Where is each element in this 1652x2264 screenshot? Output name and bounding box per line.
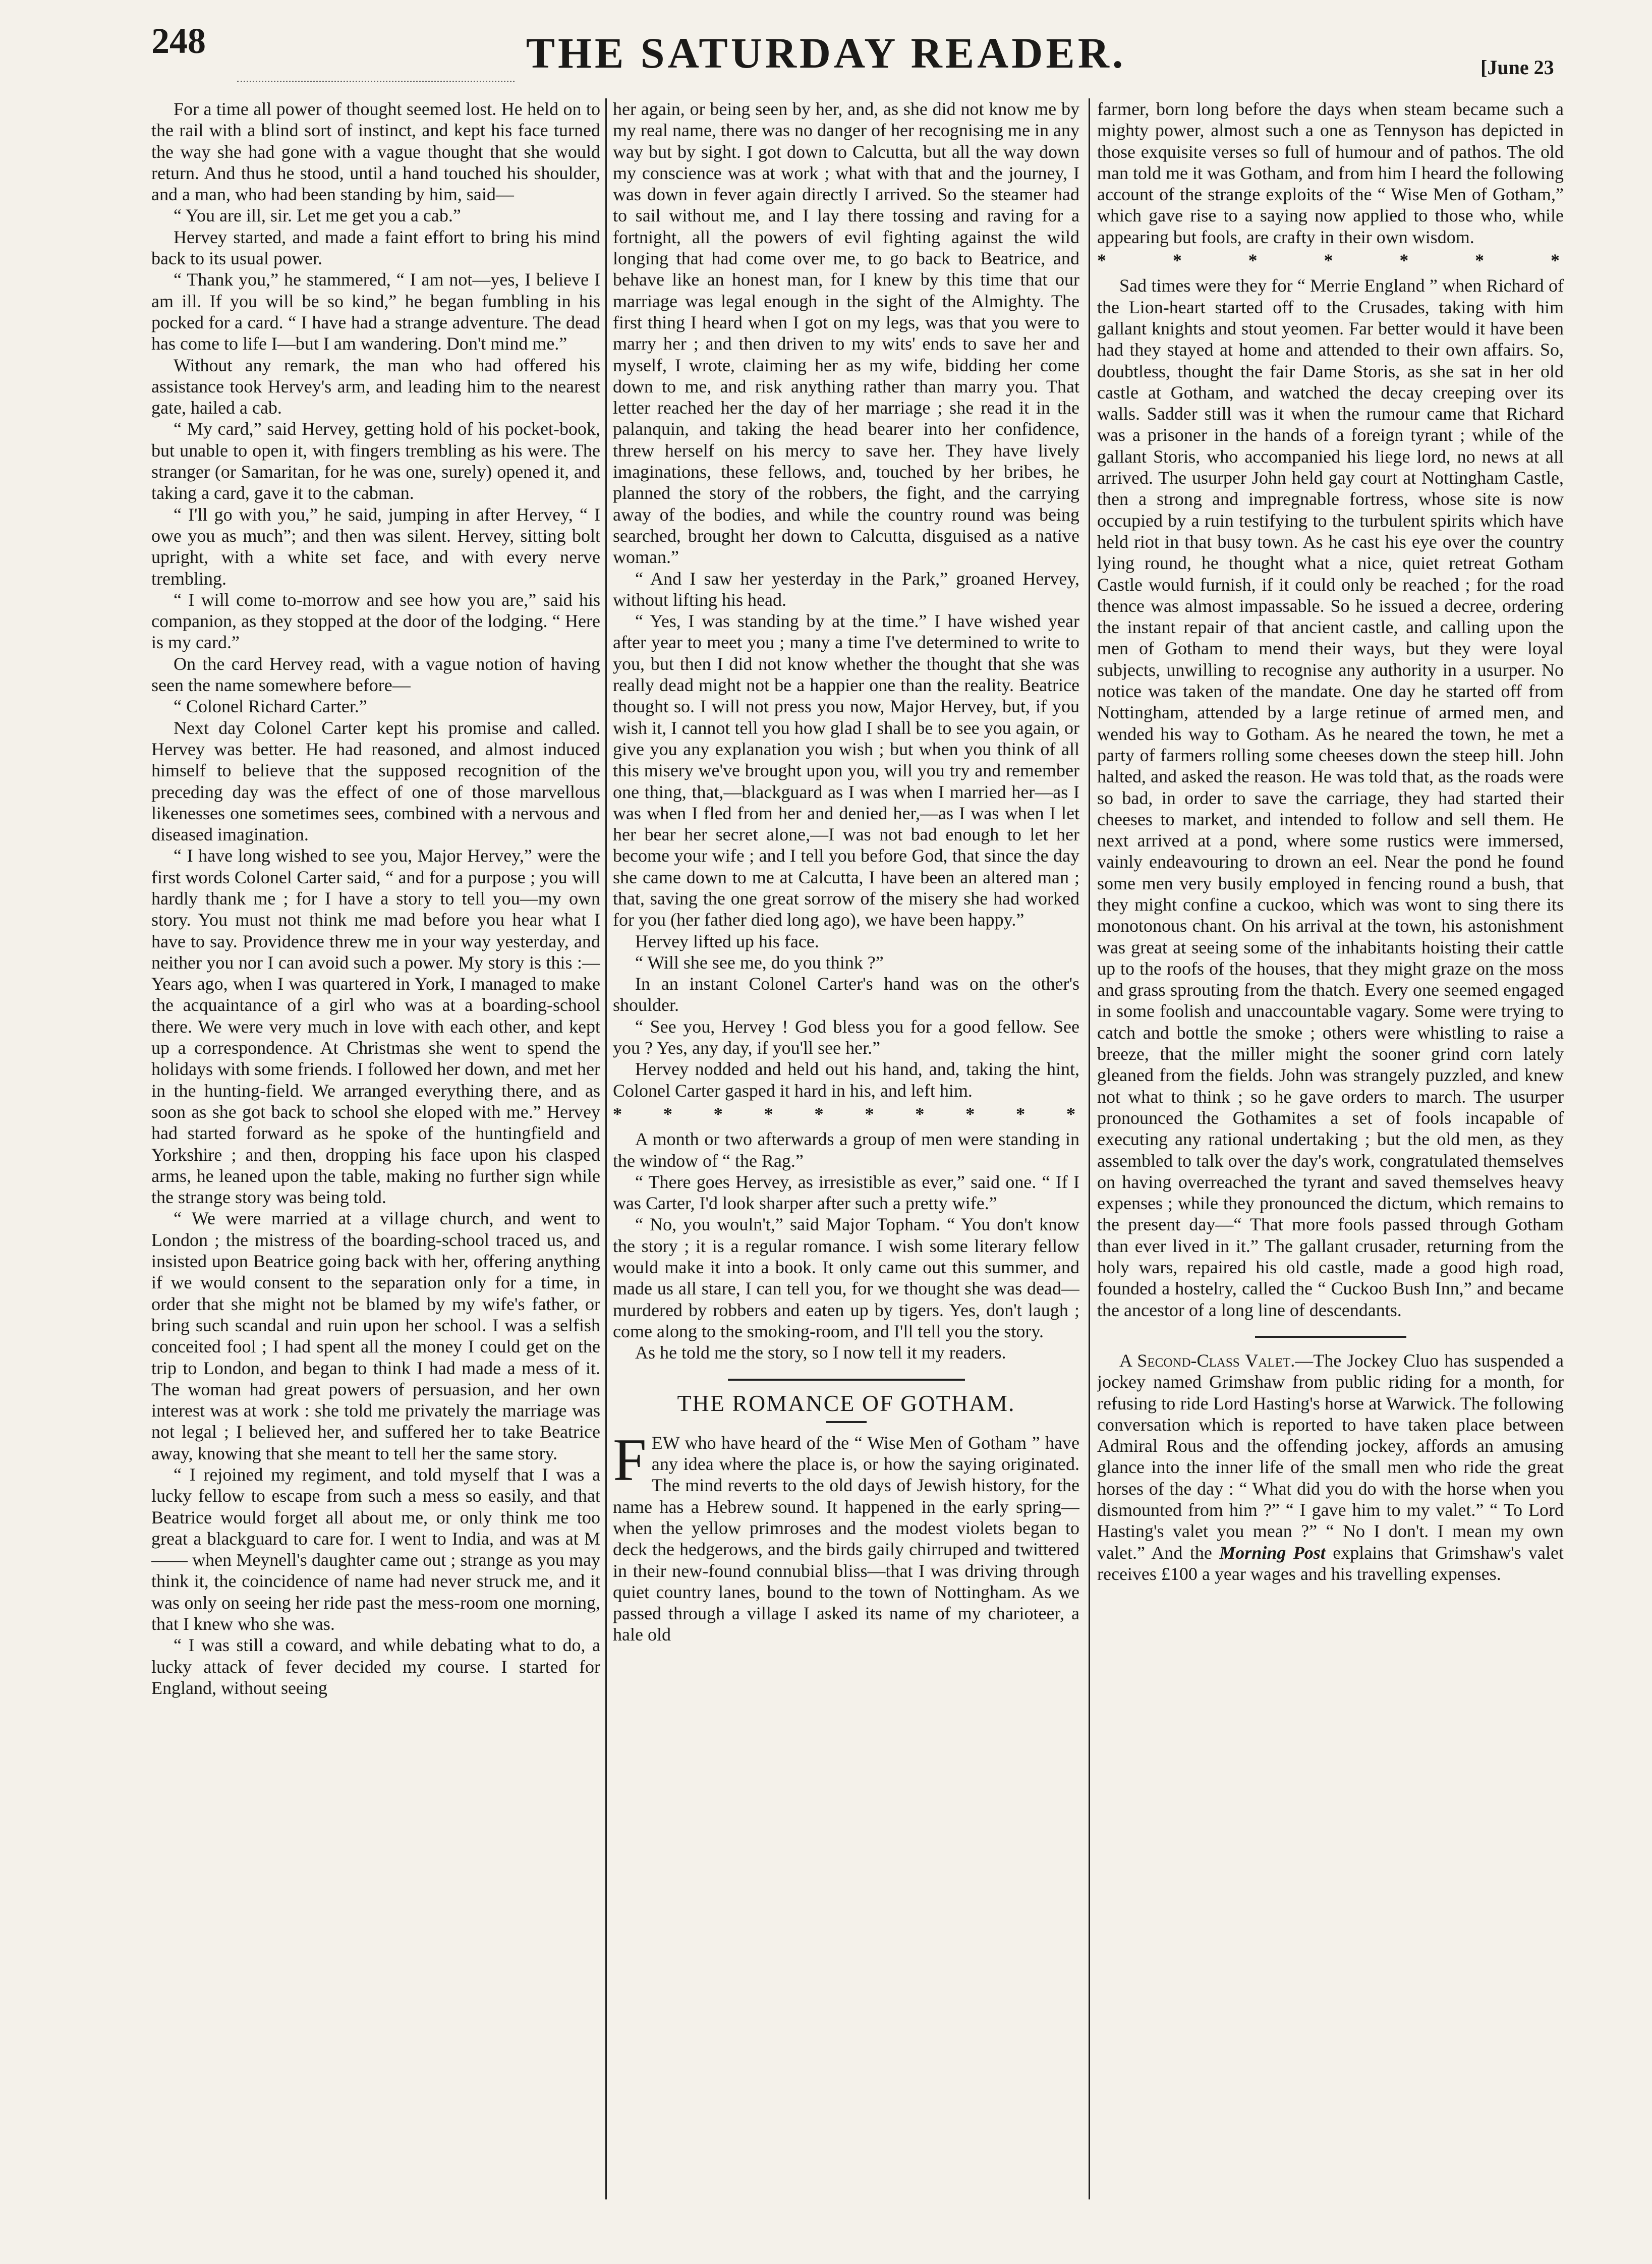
paragraph: “ See you, Hervey ! God bless you for a good fellow. See you ? Yes, any day, if you'll see her.” — [613, 1016, 1079, 1058]
section-break-stars: * * * * * * * * * * — [613, 1103, 1079, 1124]
paragraph: A month or two afterwards a group of men were standing in the window of “ the Rag.” — [613, 1129, 1079, 1171]
paragraph: “ I have long wished to see you, Major Hervey,” were the first words Colonel Carter said, “ and for a purpose ; you will hardly thank me ; for I have a story to tell you—my own story. You must not think me mad before you hear what I have to say. Providence threw me in your way yesterday, and neither you nor I can avoid such a power. My story is this :—Years ago, when I was quartered in York, I managed to make the acquaintance of a girl who was at a boarding-school there. We were very much in love with each other, and kept up a correspondence. At Christmas she went to spend the holidays with some friends. I followed her down, and met her in the hunting-field. We arranged everything there, and as soon as she got back to school she eloped with me.” Hervey had started forward as he spoke of the huntingfield and Yorkshire ; and then, dropping his face upon his clasped arms, he leaned upon the table, making no further sign while the strange story was being told. — [151, 845, 600, 1208]
paragraph-text: EW who have heard of the “ Wise Men of Gotham ” have any idea where the place is, or how the saying originated. The mind reverts to the old days of Jewish history, for the name has a Hebrew sound. It happened in the early spring—when the yellow primroses and the modest violets began to deck the hedgerows, and the birds gaily chirruped and twittered in their new-found connubial bliss—that I was driving through quiet country lanes, bound to the town of Nottingham. As we passed through a village I asked its name of my charioteer, a hale old — [613, 1432, 1079, 1645]
issue-date: [June 23 — [1480, 56, 1554, 79]
paragraph-text: explains that Grimshaw's valet receives £100 a year wages and his travelling expenses. — [1097, 1542, 1564, 1584]
paragraph: farmer, born long before the days when steam became such a mighty power, almost such a one as Tennyson has depicted in those exquisite verses so full of humour and of pathos. The old man told me it was Gotham, and from him I heard the following account of the strange exploits of the “ Wise Men of Gotham,” which gave rise to a saying now applied to those who, while appearing but fools, are crafty in their own wisdom. — [1097, 99, 1564, 247]
paragraph: Hervey nodded and held out his hand, and, taking the hint, Colonel Carter gasped it hard in his, and left him. — [613, 1059, 1079, 1101]
masthead: THE SATURDAY READER. — [526, 29, 1126, 77]
title-underline — [826, 1421, 867, 1423]
paragraph: “ I was still a coward, and while debating what to do, a lucky attack of fever decided my course. I started for England, without seeing — [151, 1635, 600, 1698]
paragraph — [1097, 1350, 1564, 1584]
paragraph: “ You are ill, sir. Let me get you a cab.” — [174, 205, 461, 226]
paragraph: “ I rejoined my regiment, and told myself that I was a lucky fellow to escape from such a mess so easily, and that Beatrice would forget all about me, or only think me too great a blackguard to care for. I went to India, and was at M—— when Meynell's daughter came out ; strange as you may think it, the coincidence of name had never struck me, and it was only on seeing her ride past the mess-room one morning, that I knew who she was. — [151, 1464, 600, 1634]
column-divider-2 — [1089, 98, 1090, 2199]
paragraph: In an instant Colonel Carter's hand was on the other's shoulder. — [613, 974, 1079, 1015]
paragraph: On the card Hervey read, with a vague notion of having seen the name somewhere before— — [151, 653, 600, 696]
paragraph: her again, or being seen by her, and, as she did not know me by my real name, there was no danger of her recognising me in any way but by sight. I got down to Calcutta, but all the way down my conscience was at work ; what with that and the journey, I was down in fever again directly I arrived. So the steamer had to sail without me, and I lay there tossing and raving for a fortnight, all the powers of evil fighting against the wild longing that had come over me, to go back to Beatrice, and behave like an honest man, for I knew by this time that our marriage was legal enough in the sight of the Almighty. The first thing I heard when I got on my legs, was that you were to marry her ; and then driven to my wits' ends to save her and myself, I wrote, claiming her as my wife, bidding her come down to me, and risk anything rather than marry you. That letter reached her the day of her marriage ; she read it in the palanquin, and taking the head bearer into her confidence, threw herself on his mercy to save her. They have lively imaginations, these fellows, and, touched by her bribes, he planned the story of the robbers, the fight, and the carrying away of the bodies, and while the country round was being searched, brought her down to Calcutta, disguised as a native woman.” — [613, 99, 1079, 568]
column-divider-1 — [605, 98, 607, 2199]
paragraph: Next day Colonel Carter kept his promise and called. Hervey was better. He had reasoned, and almost induced himself to believe that the supposed recognition of the preceding day was the effect of one of those marvellous likenesses one sometimes sees, combined with a nervous and diseased imagination. — [151, 717, 600, 845]
header-dotted-rule — [237, 81, 515, 82]
paragraph — [613, 1426, 1079, 1646]
paragraph: “ And I saw her yesterday in the Park,” groaned Hervey, without lifting his head. — [613, 568, 1079, 610]
paragraph: “ We were married at a village church, and went to London ; the mistress of the boarding-school traced us, and insisted upon Beatrice going back with her, offering anything if we would consent to the separation only for a time, in order that she might not be blamed by my wife's father, or bring such scandal and ruin upon her school. I was a selfish conceited fool ; I had spent all the money I could get on the trip to London, and began to think I had made a mess of it. The woman had great powers of persuasion, and her own interest was at work : she told me privately the marriage was not legal ; I believed her, and suffered her to take Beatrice away, knowing that she meant to tell her the same story. — [151, 1208, 600, 1463]
paragraph: As he told me the story, so I now tell it my readers. — [635, 1342, 1006, 1363]
paragraph: “ Colonel Richard Carter.” — [174, 696, 367, 717]
article-separator — [728, 1379, 965, 1381]
item-lead: A Second-Class Valet. — [1119, 1350, 1295, 1371]
paragraph: Sad times were they for “ Merrie England ” when Richard of the Lion-heart started off to the Crusades, taking with him gallant knights and stout yeomen. Far better would it have been had they stayed at home and attended to their own affairs. So, doubtless, thought the fair Dame Storis, as she sat in her old castle at Gotham, and watched the decay creeping over its walls. Sadder still was it when the rumour came that Richard was a prisoner in the hands of a foreign tyrant ; while of the gallant Storis, who accompanied his liege lord, no news at all arrived. The usurper John held gay court at Nottingham Castle, then a strong and impregnable fortress, whose site is now occupied by a ruin testifying to the turbulent spirits which have held riot in that busy town. As he cast his eye over the country lying round, he thought what a nice, quiet retreat Gotham Castle would furnish, if it could only be reached ; for the road thence was almost impassable. So he issued a decree, ordering the instant repair of that ancient castle, and calling upon the men of Gotham to mend their ways, but they were loyal subjects, unwilling to recognise any authority in a usurper. No notice was taken of the mandate. One day he started off from Nottingham, attended by a large retinue of armed men, and wended his way to Gotham. As he neared the town, he met a party of farmers rolling some cheeses down the steep hill. John halted, and asked the reason. He was told that, as the roads were so bad, in order to save the carriage, they had started their cheeses to market, and intended to follow and sell them. He next arrived at a pond, where some rustics were immersed, vainly endeavouring to drown an eel. Near the pond he found some men very busily employed in fencing round a bush, that they might confine a cuckoo, which was wont to sing there its monotonous chant. On his arrival at the town, his astonishment was great at seeing some of the inhabitants hoisting their cattle up to the roofs of the houses, that they might graze on the moss and grass sprouting from the thatch. Every one seemed engaged in some foolish and unaccountable vagary. Some were trying to catch and bottle the smoke ; others were whistling to raise a breeze, that the miller might the sooner grind corn lately gleaned from the fields. John was strangely puzzled, and knew not what to think ; so he gave orders to march. The usurper pronounced the Gothamites a set of fools incapable of executing any rational undertaking ; but the old men, as they assembled to talk over the day's work, congratulated themselves on having overreached the tyrant and saved themselves heavy expenses ; while they pronounced the dictum, which remains to the present day—“ That more fools passed through Gotham than ever lived in it.” The gallant crusader, returning from the holy wars, repaired his old castle, made a good high road, founded a hostelry, called the “ Cuckoo Bush Inn,” and became the ancestor of a long line of descendants. — [1097, 275, 1564, 1320]
paragraph: Without any remark, the man who had offered his assistance took Hervey's arm, and leading him to the nearest gate, hailed a cab. — [151, 355, 600, 418]
paragraph: “ Thank you,” he stammered, “ I am not—yes, I believe I am ill. If you will be so kind,” he began fumbling in his pocked for a card. “ I have had a strange adventure. The dead has come to life I—but I am wandering. Don't mind me.” — [151, 269, 600, 354]
paragraph: “ Will she see me, do you think ?” — [635, 952, 884, 973]
paragraph: “ There goes Hervey, as irresistible as ever,” said one. “ If I was Carter, I'd look sharper after such a pretty wife.” — [613, 1171, 1079, 1214]
article-title: THE ROMANCE OF GOTHAM. — [677, 1390, 1015, 1416]
column-3 — [1097, 98, 1564, 2202]
column-2 — [613, 98, 1079, 2202]
newspaper-name: Morning Post — [1219, 1542, 1326, 1563]
paragraph: “ My card,” said Hervey, getting hold of his pocket-book, but unable to open it, with fingers trembling as his were. The stranger (or Samaritan, for he was one, surely) opened it, and taking a card, gave it to the cabman. — [151, 419, 600, 503]
paragraph: Hervey started, and made a faint effort to bring his mind back to its usual power. — [151, 227, 600, 269]
section-break-stars: * * * * * * * — [1097, 250, 1564, 271]
paragraph: “ No, you wouln't,” said Major Topham. “ You don't know the story ; it is a regular romance. I wish some literary fellow would make it into a book. It only came out this summer, and made us all stare, I can tell you, for we thought she was dead—murdered by robbers and eaten up by tigers. Yes, don't laugh ; come along to the smoking-room, and I'll tell you the story. — [613, 1214, 1079, 1341]
paragraph: “ I will come to-morrow and see how you are,” said his companion, as they stopped at the door of the lodging. “ Here is my card.” — [151, 589, 600, 653]
paragraph-text: —The Jockey Cluo has suspended a jockey named Grimshaw from public riding for a month, for refusing to ride Lord Hasting's horse at Warwick. The following conversation which is reported to have taken place between Admiral Rous and the offending jockey, affords an amusing glance into the inner life of the small men who ride the great horses of the day : “ What did you do with the horse when you dismounted from him ?” “ I gave him to my valet.” “ To Lord Hasting's valet you mean ?” “ No I don't. I mean my own valet.” And the — [1097, 1350, 1564, 1563]
paragraph: For a time all power of thought seemed lost. He held on to the rail with a blind sort of instinct, and kept his face turned the way she had gone with a vague thought that she would return. And thus he stood, until a hand touched his shoulder, and a man, who had been standing by him, said— — [151, 99, 600, 205]
paragraph: “ Yes, I was standing by at the time.” I have wished year after year to meet you ; many a time I've determined to write to you, but then I did not know whether the thought that she was really dead might not be a happier one than the reality. Beatrice thought so. I will not press you now, Major Hervey, but, if you wish it, I cannot tell you how glad I shall be to see you again, or give you any explanation you wish ; but when you think of all this misery we've brought upon you, will you try and remember one thing, that,—blackguard as I was when I married her—as I was when I fled from her and denied her,—as I was when I let her bear her secret alone,—I was not bad enough to let her become your wife ; and I tell you before God, that since the day she came down to me at Calcutta, I have been an altered man ; that, saving the one great sorrow of the misery she had worked for you (her father died long ago), we have been happy.” — [613, 611, 1079, 930]
column-1 — [151, 98, 600, 2202]
item-separator — [1255, 1336, 1406, 1338]
drop-cap: F — [613, 1426, 647, 1493]
page-number: 248 — [151, 21, 206, 61]
paragraph: Hervey lifted up his face. — [635, 931, 819, 951]
paragraph: “ I'll go with you,” he said, jumping in after Hervey, “ I owe you as much”; and then was silent. Hervey, sitting bolt upright, with a white set face, and with every nerve trembling. — [151, 504, 600, 589]
